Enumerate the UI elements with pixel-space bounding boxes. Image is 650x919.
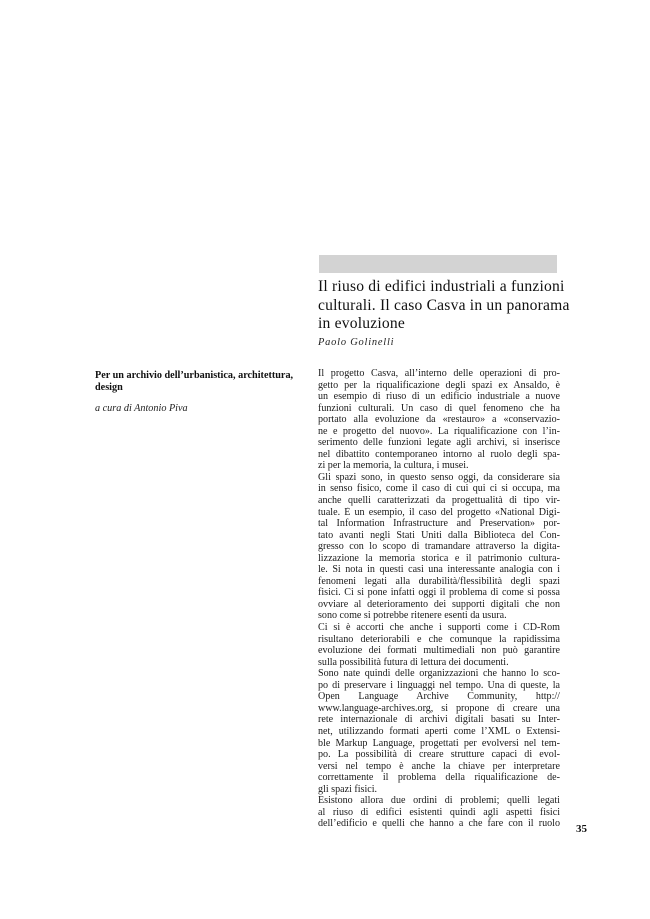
article-title: Il riuso di edifici industriali a funzioni culturali. Il caso Casva in un panorama in evoluzione (318, 278, 570, 333)
body-line: getto per la riqualificazione degli spazi ex Ansaldo, è (318, 379, 560, 391)
body-line: funzioni culturali. Un caso di quel fenomeno che ha (318, 402, 560, 414)
body-line: sono come si potrebbe ritenere esenti da usura. (318, 610, 507, 622)
page-number: 35 (576, 823, 587, 835)
body-line: fisici. Ci si pone infatti oggi il problema di come si possa (318, 587, 560, 599)
body-line: Esistono allora due ordini di problemi; quelli legati (318, 795, 560, 807)
body-line: correttamente il problema della riqualificazione de- (318, 772, 560, 784)
section-title: Per un archivio dell’urbanistica, architettura, design (95, 370, 294, 393)
body-line: Ci si è accorti che anche i supporti come i CD-Rom (318, 622, 560, 634)
body-line: tato avanti negli Stati Uniti dalla Biblioteca del Con- (318, 529, 560, 541)
body-line: dell’edificio e quelli che hanno a che fare con il ruolo (318, 818, 560, 830)
body-line: evoluzione dei formati multimediali non può garantire (318, 645, 560, 657)
article-body (318, 368, 560, 830)
body-line: po. La possibilità di creare strutture capaci di evol- (318, 749, 560, 761)
body-line: tal Information Infrastructure and Preservation» por- (318, 518, 560, 530)
body-line: versi nel tempo è anche la chiave per interpretare (318, 760, 560, 772)
body-line: al riuso di edifici esistenti quindi agli aspetti fisici (318, 806, 560, 818)
body-line: fenomeni legati alla durabilità/flessibilità degli spazi (318, 575, 560, 587)
body-line: Sono nate quindi delle organizzazioni che hanno lo sco- (318, 668, 560, 680)
body-line: ne e progetto del nuovo». La riqualificazione con l’in- (318, 425, 560, 437)
body-line: Gli spazi sono, in questo senso oggi, da considerare sia (318, 471, 560, 483)
body-line: risultano deteriorabili e che comunque la rapidissima (318, 633, 560, 645)
article-author: Paolo Golinelli (318, 337, 395, 348)
body-line: Il progetto Casva, all’interno delle operazioni di pro- (318, 368, 560, 379)
body-line: nel dibattito contemporaneo intorno al ruolo degli spa- (318, 448, 560, 460)
body-line: www.language-archives.org, si propone di creare una (318, 702, 560, 714)
body-line: le. Si nota in questi casi una interessante analogia con i (318, 564, 560, 576)
body-line: gresso con lo scopo di tramandare attraverso la digita- (318, 541, 560, 553)
body-line: ovviare al deterioramento dei supporti digitali che non (318, 598, 560, 610)
body-line: rete internazionale di archivi digitali basati su Inter- (318, 714, 560, 726)
body-line: Open Language Archive Community, http:// (318, 691, 560, 703)
body-line: po di preservare i linguaggi nel tempo. Una di queste, la (318, 679, 560, 691)
body-line: portato alla evoluzione da «restauro» a «conservazio- (318, 414, 560, 426)
section-editor: a cura di Antonio Piva (95, 403, 188, 414)
title-banner-bar (319, 255, 557, 273)
body-line: anche quelli caratterizzati da progettualità di tipo vir- (318, 495, 560, 507)
body-line: net, utilizzando formati aperti come l’XML o Extensi- (318, 725, 560, 737)
body-line: ble Markup Language, progettati per evolversi nel tem- (318, 737, 560, 749)
body-line: zi per la memoria, la cultura, i musei. (318, 460, 469, 472)
body-line: sulla possibilità futura di lettura dei documenti. (318, 656, 509, 668)
body-line: in senso fisico, come il caso di cui qui ci si occupa, ma (318, 483, 560, 495)
body-line: gli spazi fisici. (318, 783, 378, 795)
body-line: tuale. È un esempio, il caso del progetto «National Digi- (318, 506, 560, 518)
body-line: un esempio di riuso di un edificio industriale a nuove (318, 391, 560, 403)
body-line: lizzazione la memoria storica e il patrimonio cultura- (318, 552, 560, 564)
body-line: serimento delle funzioni legate agli archivi, si inserisce (318, 437, 560, 449)
